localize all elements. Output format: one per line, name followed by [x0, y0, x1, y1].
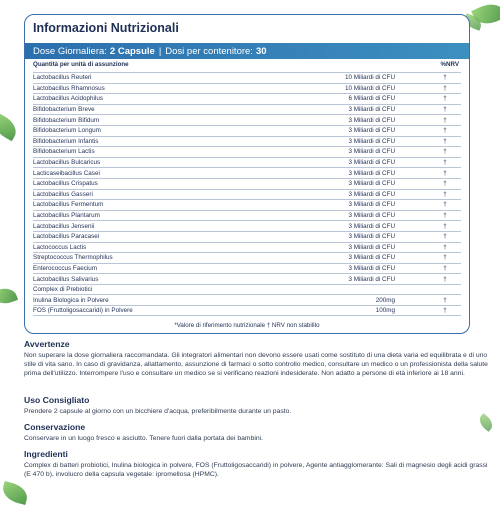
nutrient-name: Lactobacillus Acidophilus — [33, 95, 104, 103]
nutrient-name: Bifidobacterium Longum — [33, 127, 101, 135]
nutrient-nrv: † — [443, 180, 447, 188]
nutrient-amount: 3 Miliardi di CFU — [348, 243, 395, 251]
nutrient-amount: 10 Miliardi di CFU — [344, 84, 395, 92]
nutrient-nrv: † — [443, 137, 447, 145]
nutrient-amount: 10 Miliardi di CFU — [344, 74, 395, 82]
nutrient-row — [33, 294, 461, 305]
nutrient-amount: 3 Miliardi di CFU — [348, 137, 395, 145]
nutrient-nrv: † — [443, 169, 447, 177]
dose-bar — [25, 43, 469, 59]
quantity-header: Quantità per unità di assunzione — [33, 61, 129, 68]
nutrient-row — [33, 125, 461, 136]
nutrient-row — [33, 210, 461, 221]
nutrient-amount: 3 Miliardi di CFU — [348, 254, 395, 262]
nutrient-row — [33, 199, 461, 210]
nutrient-amount: 3 Miliardi di CFU — [348, 169, 395, 177]
nutrient-amount: 3 Miliardi di CFU — [348, 148, 395, 156]
nutrient-name: Lactobacillus Gasseri — [33, 190, 93, 198]
nutrient-name: Streptococcus Thermophilus — [33, 254, 113, 262]
nutrient-row — [33, 114, 461, 125]
nutrition-facts-panel — [24, 14, 470, 334]
usage-section — [24, 395, 490, 416]
nutrient-nrv: † — [443, 106, 447, 114]
nutrient-nrv: † — [443, 254, 447, 262]
nutrient-table — [33, 72, 461, 316]
nutrient-amount: 3 Miliardi di CFU — [348, 190, 395, 198]
leaf-decoration-icon — [0, 113, 21, 142]
nutrient-name: Lactobacillus Plantarum — [33, 212, 100, 220]
nutrient-name: Bifidobacterium Infantis — [33, 137, 99, 145]
nutrient-row — [33, 220, 461, 231]
nutrient-name: Lactobacillus Salivarius — [33, 275, 99, 283]
dose-separator: | — [158, 45, 162, 57]
servings-label: Dosi per contenitore: — [165, 45, 253, 57]
nutrient-amount: 200mg — [375, 296, 395, 304]
nutrient-amount: 3 Miliardi di CFU — [348, 201, 395, 209]
nutrient-name: Bifidobacterium Lactis — [33, 148, 95, 156]
nutrient-row — [33, 167, 461, 178]
nutrient-nrv: † — [443, 264, 447, 272]
ingredients-section — [24, 449, 490, 479]
nutrient-name: Lacticaseibacillus Casei — [33, 169, 100, 177]
nutrient-row — [33, 83, 461, 94]
nutrient-row — [33, 146, 461, 157]
nutrient-nrv: † — [443, 296, 447, 304]
nutrient-row — [33, 284, 461, 295]
nutrient-name: Lactobacillus Fermentum — [33, 201, 104, 209]
table-header — [33, 61, 461, 72]
nutrient-amount: 3 Miliardi di CFU — [348, 106, 395, 114]
nutrient-name: FOS (Fruttoligosaccaridi) in Polvere — [33, 306, 133, 314]
nutrient-row — [33, 305, 461, 316]
ingredients-text: Complex di batteri probiotici, Inulina biologica in polvere, FOS (Fruttoligosaccaridi) in polvere, Agente antiagglomerante: Sali di magnesio degli acidi grassi (E 470 b), involucro della capsula vegetale: ipromellosa (HPMC). — [24, 462, 488, 478]
nutrient-row — [33, 252, 461, 263]
nutrient-nrv: † — [443, 243, 447, 251]
nutrient-amount: 100mg — [375, 306, 395, 314]
nutrient-name: Complex di Prebiotici — [33, 286, 93, 294]
nutrient-nrv: † — [443, 190, 447, 198]
nutrient-name: Bifidobacterium Breve — [33, 106, 95, 114]
nutrient-row — [33, 189, 461, 200]
warnings-section — [24, 339, 490, 378]
ingredients-heading: Ingredienti — [24, 449, 68, 459]
nutrient-nrv: † — [443, 222, 447, 230]
storage-text: Conservare in un luogo fresco e asciutto. Tenere fuori dalla portata dei bambini. — [24, 435, 264, 442]
nutrient-amount: 3 Miliardi di CFU — [348, 264, 395, 272]
nutrient-nrv: † — [443, 74, 447, 82]
nutrient-nrv: † — [443, 116, 447, 124]
panel-title: Informazioni Nutrizionali — [33, 21, 179, 35]
nutrient-nrv: † — [443, 95, 447, 103]
nutrient-nrv: † — [443, 159, 447, 167]
warnings-heading: Avvertenze — [24, 339, 70, 349]
nutrient-row — [33, 157, 461, 168]
nutrient-row — [33, 72, 461, 83]
servings-value: 30 — [255, 45, 267, 57]
nutrient-nrv: † — [443, 148, 447, 156]
nutrient-amount: 3 Miliardi di CFU — [348, 212, 395, 220]
nutrient-nrv: † — [443, 84, 447, 92]
storage-section — [24, 422, 490, 443]
storage-heading: Conservazione — [24, 422, 86, 432]
dose-label: Dose Giornaliera: — [33, 45, 107, 57]
nrv-header: %NRV — [440, 61, 459, 68]
nutrient-row — [33, 263, 461, 274]
nutrient-amount: 3 Miliardi di CFU — [348, 275, 395, 283]
nutrient-row — [33, 93, 461, 104]
dose-value: 2 Capsule — [109, 45, 155, 57]
nutrient-name: Inulina Biologica in Polvere — [33, 296, 109, 304]
nutrient-amount: 3 Miliardi di CFU — [348, 180, 395, 188]
nutrient-amount: 3 Miliardi di CFU — [348, 159, 395, 167]
nutrient-name: Lactobacillus Rhamnosus — [33, 84, 105, 92]
nutrient-name: Lactobacillus Jensenii — [33, 222, 95, 230]
table-footnote: *Valore di riferimento nutrizionale † NRV non stabilito — [174, 322, 320, 329]
usage-text: Prendere 2 capsule al giorno con un bicchiere d'acqua, preferibilmente durante un pasto. — [24, 408, 292, 415]
nutrient-nrv: † — [443, 201, 447, 209]
usage-heading: Uso Consigliato — [24, 395, 90, 405]
nutrient-name: Lactobacillus Reuteri — [33, 74, 92, 82]
nutrient-name: Lactococcus Lactis — [33, 243, 87, 251]
nutrient-amount: 3 Miliardi di CFU — [348, 222, 395, 230]
nutrient-name: Lactobacillus Paracasei — [33, 233, 100, 241]
nutrient-amount: 3 Miliardi di CFU — [348, 116, 395, 124]
nutrient-amount: 3 Miliardi di CFU — [348, 233, 395, 241]
warnings-text: Non superare la dose giornaliera raccomandata. Gli integratori alimentari non devono essere usati come sostituto di una dieta varia ed equilibrata e di uno stile di vita sano. In caso di gravidanza, allattamento, assunzione di farmaci o sotto controllo medico, consultare un medico o un professionista della salute prima dell'utilizzo. Interrompere l'uso e consultare un medico se si verificano reazioni indesiderate. Non adatto a persone di età inferiore ai 18 anni. — [24, 352, 488, 377]
nutrient-row — [33, 104, 461, 115]
nutrient-row — [33, 231, 461, 242]
nutrient-name: Bifidobacterium Bifidum — [33, 116, 100, 124]
nutrient-row — [33, 273, 461, 284]
nutrient-nrv: † — [443, 127, 447, 135]
nutrient-row — [33, 136, 461, 147]
nutrient-amount: 6 Miliardi di CFU — [348, 95, 395, 103]
nutrient-row — [33, 242, 461, 253]
nutrient-nrv: † — [443, 275, 447, 283]
nutrient-row — [33, 178, 461, 189]
leaf-decoration-icon — [0, 481, 30, 505]
nutrient-name: Lactobacillus Crispatus — [33, 180, 98, 188]
nutrient-name: Lactobacillus Bulcaricus — [33, 159, 101, 167]
nutrient-amount: 3 Miliardi di CFU — [348, 127, 395, 135]
nutrient-name: Enterococcus Faecium — [33, 264, 98, 272]
leaf-decoration-icon — [0, 285, 18, 308]
nutrient-nrv: † — [443, 212, 447, 220]
nutrient-nrv: † — [443, 233, 447, 241]
nutrient-nrv: † — [443, 306, 447, 314]
